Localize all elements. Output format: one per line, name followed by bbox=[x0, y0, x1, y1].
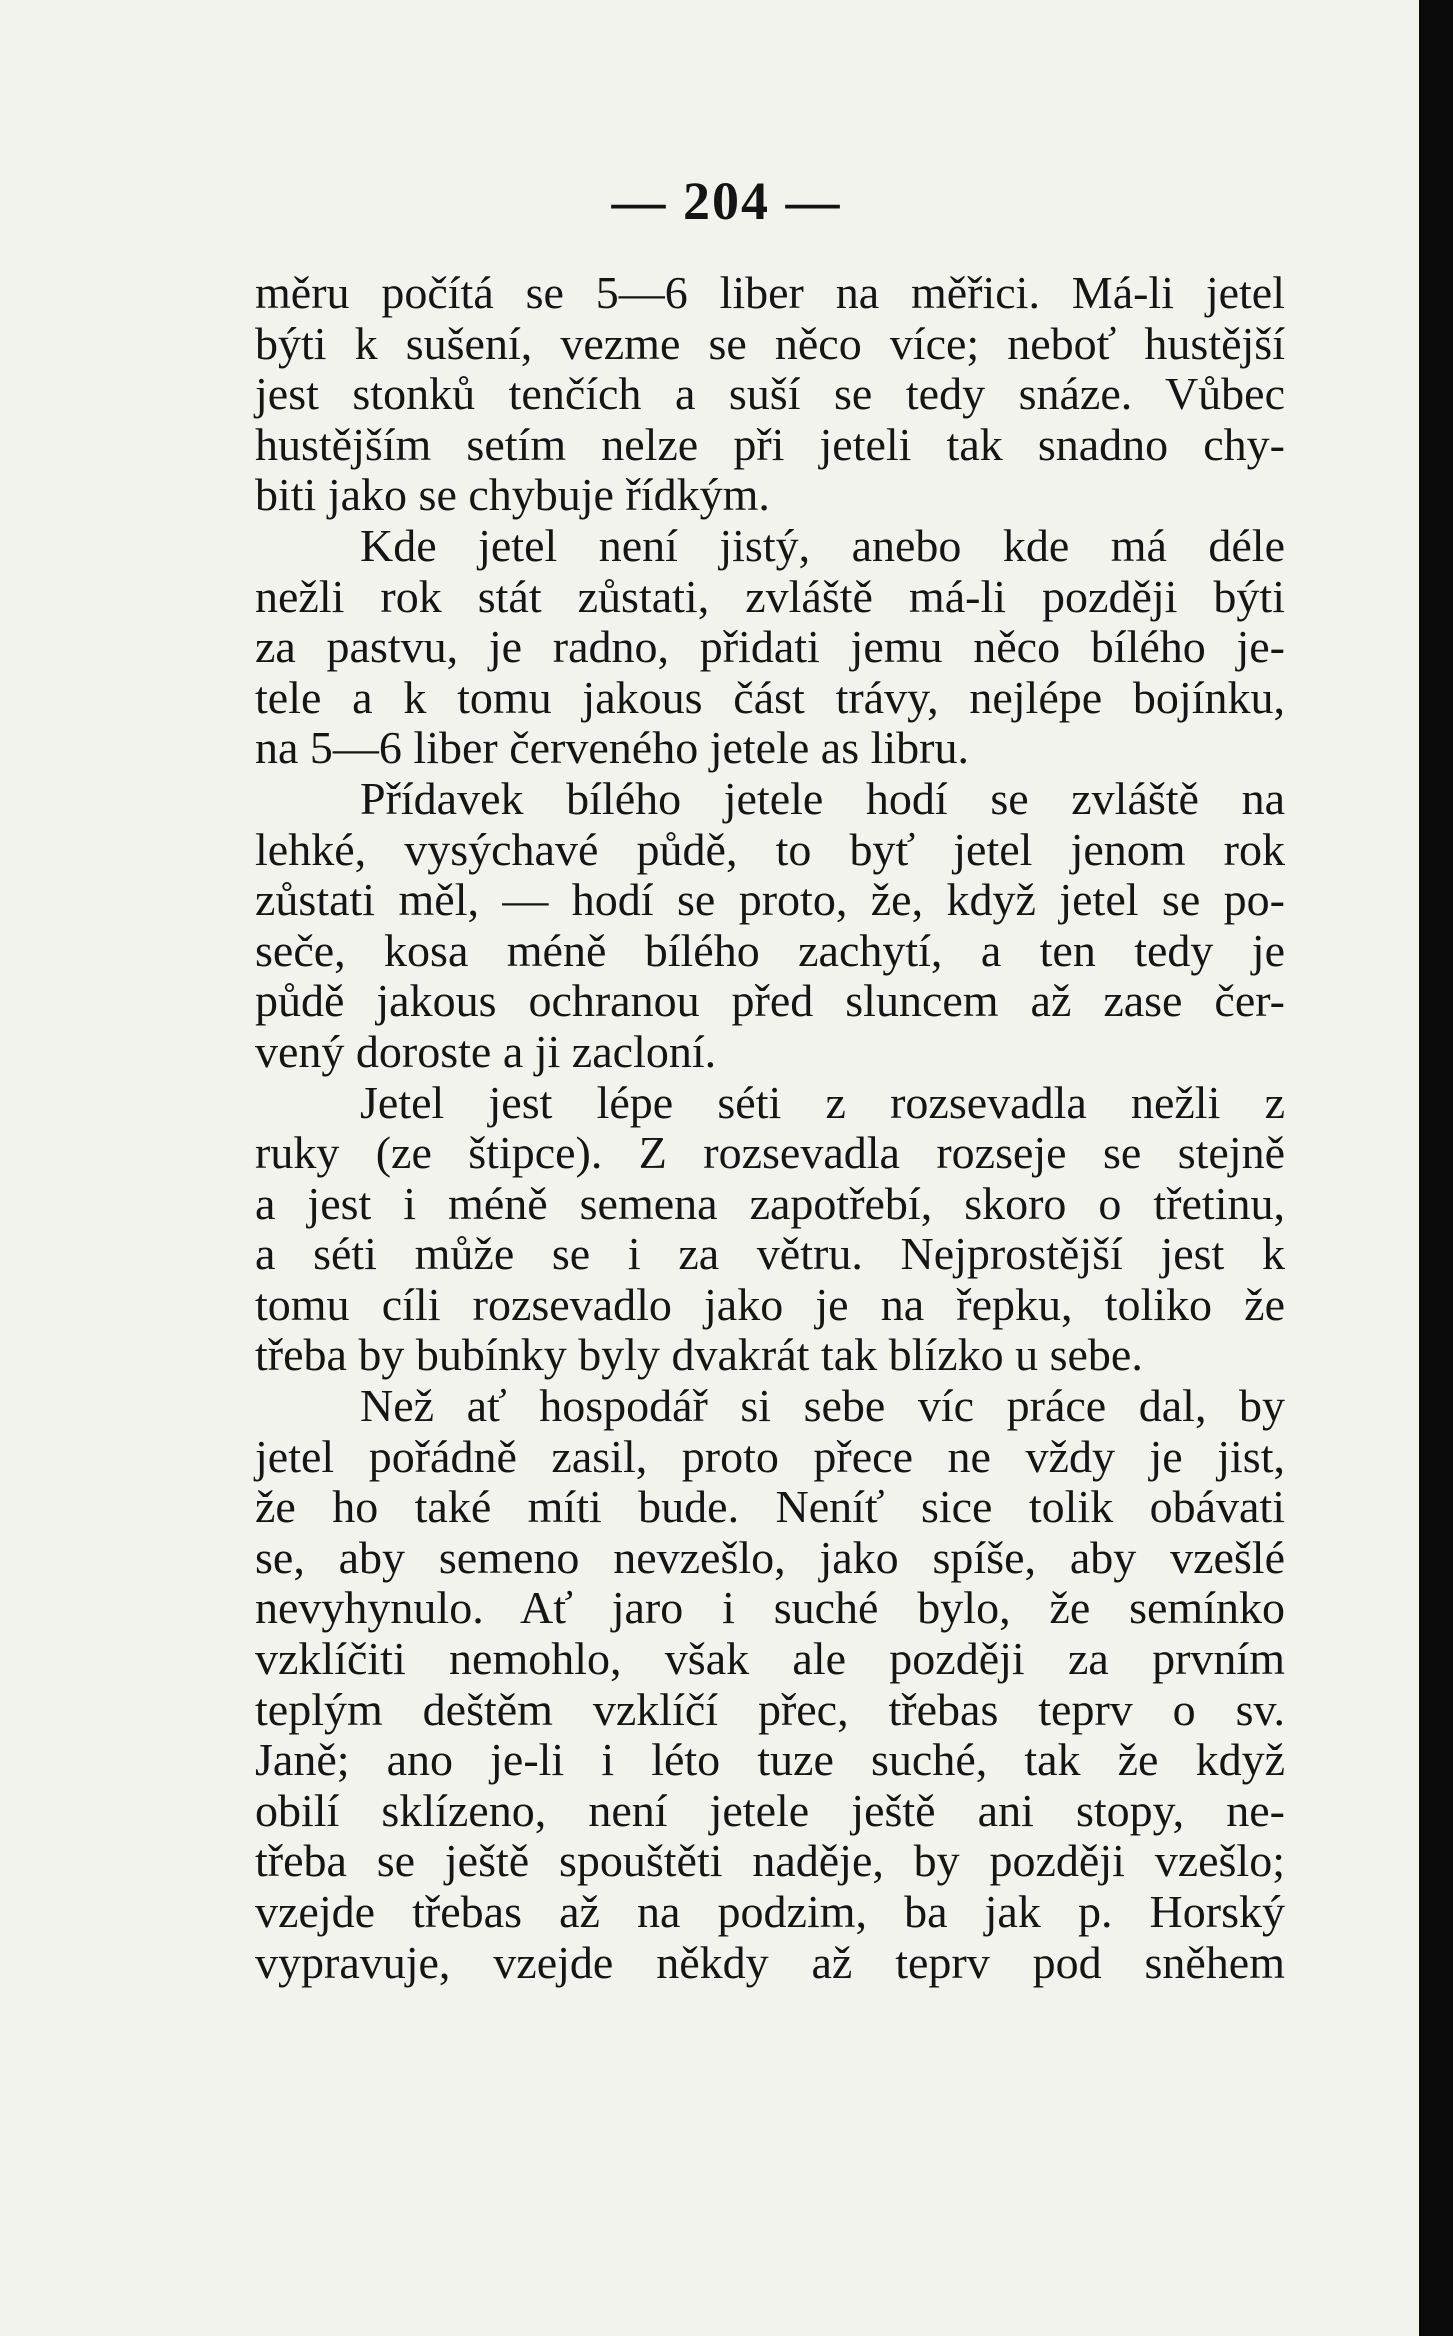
text-line: seče, kosa méně bílého zachytí, a ten tedy je bbox=[255, 924, 1285, 976]
text-line: zůstati měl, — hodí se proto, že, když jetel se po- bbox=[255, 874, 1285, 926]
text-line: teplým deštěm vzklíčí přec, třebas teprv o sv. bbox=[255, 1683, 1285, 1735]
text-line: třeba by bubínky byly dvakrát tak blízko u sebe. bbox=[255, 1329, 1143, 1381]
text-line: a séti může se i za větru. Nejprostější jest k bbox=[255, 1228, 1285, 1280]
text-line: hustějším setím nelze při jeteli tak snadno chy- bbox=[255, 418, 1285, 470]
text-line: půdě jakous ochranou před sluncem až zase čer- bbox=[255, 975, 1285, 1027]
text-line: jest stonků tenčích a suší se tedy snáze. Vůbec bbox=[255, 368, 1285, 420]
text-line: třeba se ještě spouštěti naděje, by později vzešlo; bbox=[255, 1835, 1285, 1887]
text-line: vzejde třebas až na podzim, ba jak p. Horský bbox=[255, 1886, 1285, 1937]
text-line: Přídavek bílého jetele hodí se zvláště na bbox=[360, 772, 1285, 824]
text-line: Kde jetel není jistý, anebo kde má déle bbox=[360, 519, 1285, 571]
text-line: nežli rok stát zůstati, zvláště má-li později býti bbox=[255, 570, 1285, 622]
text-line: lehké, vysýchavé půdě, to byť jetel jenom rok bbox=[255, 823, 1285, 875]
page-number: — 204 — bbox=[611, 171, 842, 231]
text-line: vzklíčiti nemohlo, však ale později za prvním bbox=[255, 1633, 1285, 1685]
text-line: tele a k tomu jakous část trávy, nejlépe bojínku, bbox=[255, 671, 1285, 723]
text-line: měru počítá se 5—6 liber na měřici. Má-li jetel bbox=[255, 267, 1285, 318]
text-line: vený doroste a ji zacloní. bbox=[255, 1025, 717, 1077]
text-line: že ho také míti bude. Neníť sice tolik obávati bbox=[255, 1481, 1285, 1533]
text-line: se, aby semeno nevzešlo, jako spíše, aby vzešlé bbox=[255, 1531, 1285, 1583]
text-line: a jest i méně semena zapotřebí, skoro o třetinu, bbox=[255, 1177, 1285, 1229]
body-text bbox=[255, 268, 1285, 1988]
text-line: vypravuje, vzejde někdy až teprv pod sněhem bbox=[255, 1936, 1285, 1988]
text-line: ruky (ze štipce). Z rozsevadla rozseje se stejně bbox=[255, 1127, 1285, 1179]
text-line: Než ať hospodář si sebe víc práce dal, by bbox=[360, 1380, 1285, 1432]
text-line: jetel pořádně zasil, proto přece ne vždy je jist, bbox=[255, 1430, 1285, 1482]
text-line: tomu cíli rozsevadlo jako je na řepku, toliko že bbox=[255, 1278, 1285, 1330]
text-line: na 5—6 liber červeného jetele as libru. bbox=[255, 722, 969, 774]
text-line: za pastvu, je radno, přidati jemu něco bílého je- bbox=[255, 621, 1285, 673]
text-line: býti k sušení, vezme se něco více; neboť hustější bbox=[255, 317, 1285, 369]
text-line: obilí sklízeno, není jetele ještě ani stopy, ne- bbox=[255, 1784, 1285, 1836]
text-line: Janě; ano je-li i léto tuze suché, tak že když bbox=[255, 1734, 1285, 1786]
text-line: Jetel jest lépe séti z rozsevadla nežli z bbox=[360, 1076, 1285, 1128]
text-line: nevyhynulo. Ať jaro i suché bylo, že semínko bbox=[255, 1582, 1285, 1634]
text-line: biti jako se chybuje řídkým. bbox=[255, 469, 770, 521]
scan-border bbox=[1419, 0, 1453, 2336]
